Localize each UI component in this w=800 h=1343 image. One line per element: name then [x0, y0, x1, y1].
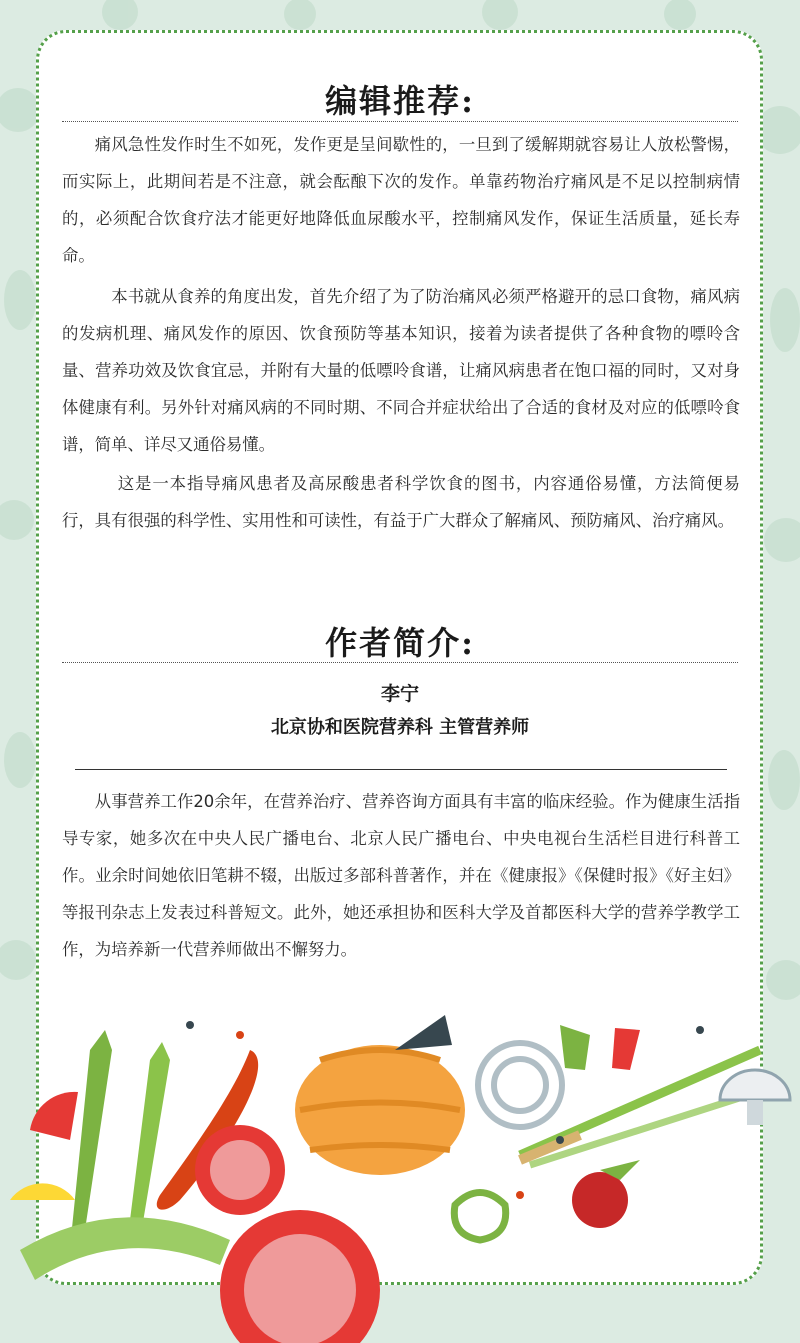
vegetables-illustration [0, 990, 800, 1343]
author-bio-paragraph: 从事营养工作20余年，在营养治疗、营养咨询方面具有丰富的临床经验。作为健康生活指导专家，她多次在中央人民广播电台、北京人民广播电台、中央电视台生活栏目进行科普工作。业余时间她依旧笔耕不辍，出版过多部科普著作，并在《健康报》《保健时报》《好主妇》等报刊杂志上发表过科普短文。此外，她还承担协和医科大学及首都医科大学的营养学教学工作，为培养新一代营养师做出不懈努力。 [62, 792, 740, 959]
green-pepper-icon [454, 1193, 505, 1241]
pepper-icon [612, 1028, 640, 1070]
pumpkin-icon [295, 1015, 465, 1175]
heading-divider [62, 121, 738, 122]
author-intro-heading: 作者简介: [325, 624, 475, 662]
tomato-slice-icon [30, 1092, 78, 1140]
recommendation-paragraph-2: 本书就从食养的角度出发，首先介绍了为了防治痛风必须严格避开的忌口食物，痛风病的发病机理、痛风发作的原因、饮食预防等基本知识，接着为读者提供了各种食物的嘌呤含量、营养功效及饮食宜忌，并附有大量的低嘌呤食谱，让痛风病患者在饱口福的同时，又对身体健康有利。另外针对痛风病的不同时期、不同合并症状给出了合适的食材及对应的低嘌呤食谱，简单、详尽又通俗易懂。 [62, 287, 740, 454]
radish-icon [572, 1160, 640, 1228]
cucumber-icon [20, 1217, 230, 1280]
author-name: 李宁 [380, 683, 419, 705]
recommendation-paragraph-1: 痛风急性发作时生不如死，发作更是呈间歇性的，一旦到了缓解期就容易让人放松警惕，而实际上，此期间若是不注意，就会酝酿下次的发作。单靠药物治疗痛风是不足以控制病情的，必须配合饮食疗法才能更好地降低血尿酸水平，控制痛风发作，保证生活质量，延长寿命。 [62, 135, 740, 265]
author-divider [75, 769, 727, 770]
pepper-icon [560, 1025, 590, 1070]
heading-divider [62, 662, 738, 663]
mushroom-icon [720, 1070, 790, 1125]
editor-recommendation-heading: 编辑推荐: [325, 82, 475, 120]
lemon-slice-icon [10, 1183, 75, 1200]
author-title: 北京协和医院营养科 主管营养师 [270, 717, 530, 738]
onion-slice-icon [478, 1043, 562, 1127]
asparagus-icon [72, 1030, 170, 1240]
recommendation-paragraph-3: 这是一本指导痛风患者及高尿酸患者科学饮食的图书，内容通俗易懂，方法简便易行，具有很强的科学性、实用性和可读性，有益于广大群众了解痛风、预防痛风、治疗痛风。 [62, 474, 740, 530]
